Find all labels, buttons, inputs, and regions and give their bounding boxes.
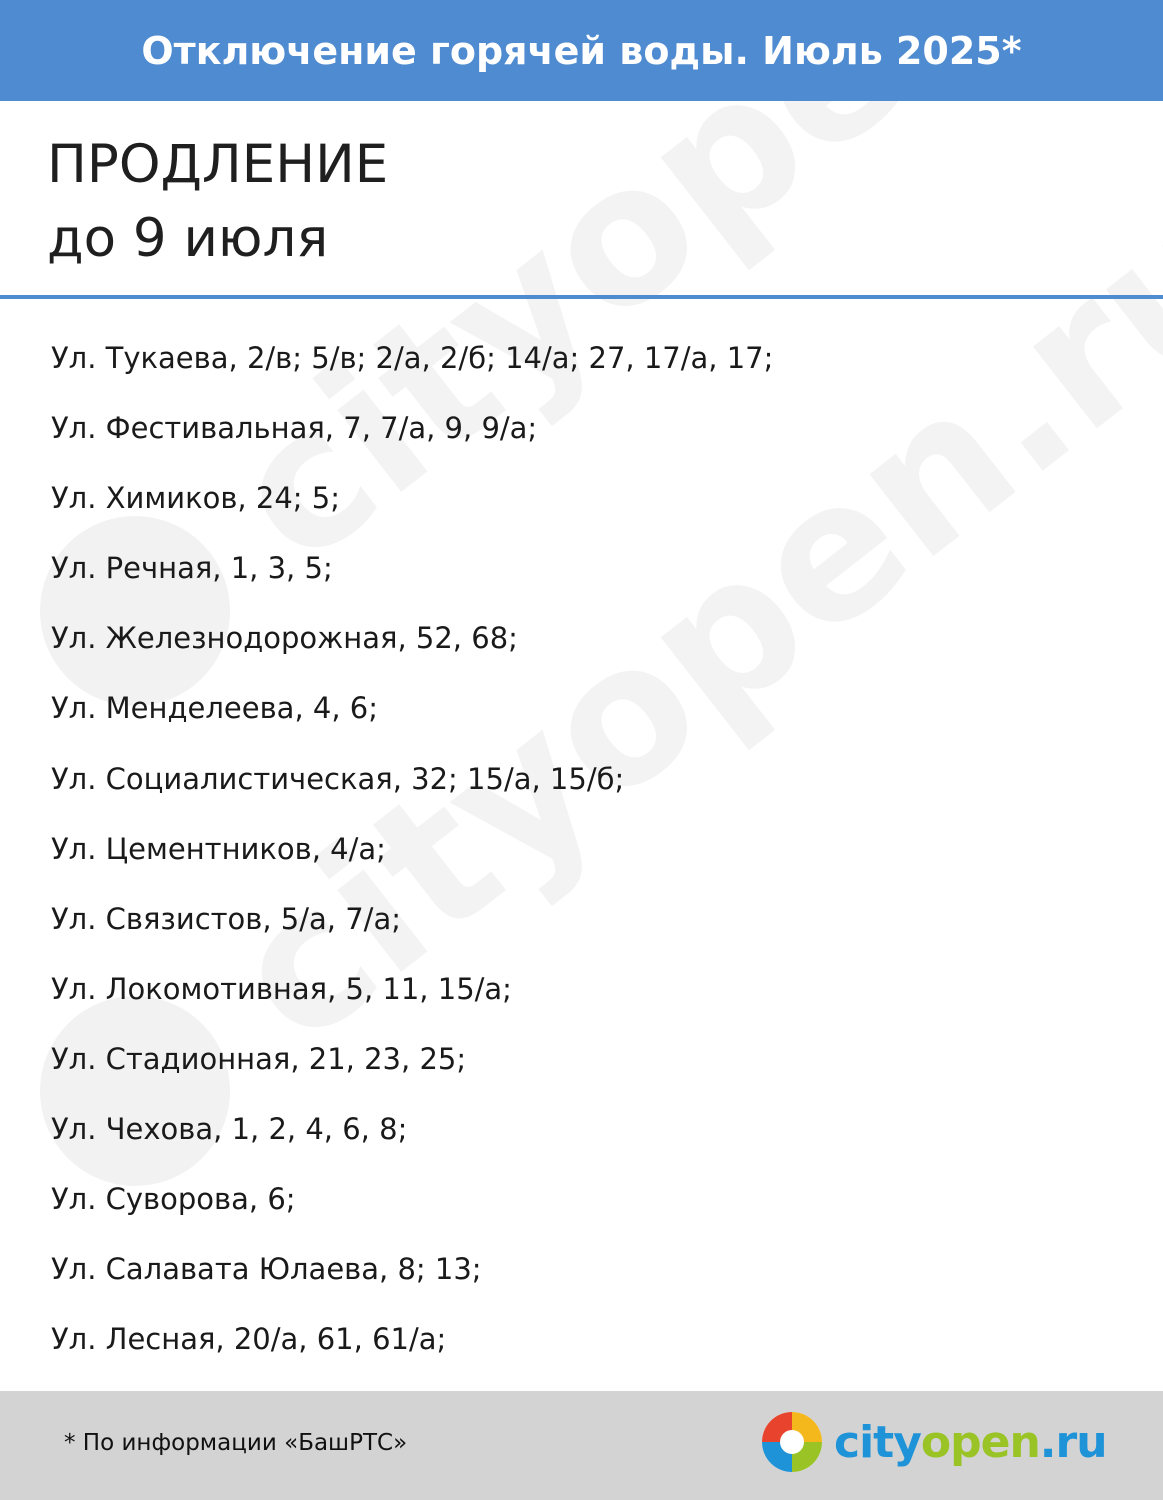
title-line-2: до 9 июля	[47, 208, 329, 269]
divider	[0, 295, 1163, 299]
cityopen-logo	[760, 1410, 1107, 1474]
list-item: Ул. Стадионная, 21, 23, 25;	[51, 1041, 467, 1076]
list-item: Ул. Социалистическая, 32; 15/а, 15/б;	[51, 761, 625, 796]
list-item: Ул. Лесная, 20/а, 61, 61/а;	[51, 1322, 447, 1357]
list-item: Ул. Цементников, 4/а;	[51, 831, 386, 866]
list-item: Ул. Связистов, 5/а, 7/а;	[51, 901, 401, 936]
list-item: Ул. Суворова, 6;	[51, 1182, 296, 1217]
list-item: Ул. Тукаева, 2/в; 5/в; 2/а, 2/б; 14/а; 27, 17/а, 17;	[51, 341, 774, 375]
list-item: Ул. Речная, 1, 3, 5;	[51, 551, 333, 586]
source-footnote: * По информации «БашРТС»	[64, 1430, 408, 1456]
list-item: Ул. Чехова, 1, 2, 4, 6, 8;	[51, 1112, 408, 1147]
title-block	[47, 128, 388, 276]
page-title: Отключение горячей воды. Июль 2025*	[141, 28, 1022, 73]
list-item: Ул. Салавата Юлаева, 8; 13;	[51, 1252, 482, 1287]
list-item: Ул. Менделеева, 4, 6;	[51, 691, 378, 726]
header-banner	[0, 0, 1163, 101]
cityopen-logo-icon	[760, 1410, 824, 1474]
list-item: Ул. Фестивальная, 7, 7/а, 9, 9/а;	[51, 411, 538, 446]
street-list	[51, 323, 773, 1374]
cityopen-logo-text	[834, 1417, 1107, 1468]
logo-text-domain: .ru	[1039, 1416, 1107, 1468]
list-item: Ул. Железнодорожная, 52, 68;	[51, 621, 518, 656]
list-item: Ул. Химиков, 24; 5;	[51, 481, 340, 516]
list-item: Ул. Локомотивная, 5, 11, 15/а;	[51, 971, 512, 1006]
logo-text-city: city	[834, 1416, 921, 1468]
title-line-1: ПРОДЛЕНИЕ	[47, 134, 389, 195]
logo-text-open: open	[920, 1416, 1040, 1468]
